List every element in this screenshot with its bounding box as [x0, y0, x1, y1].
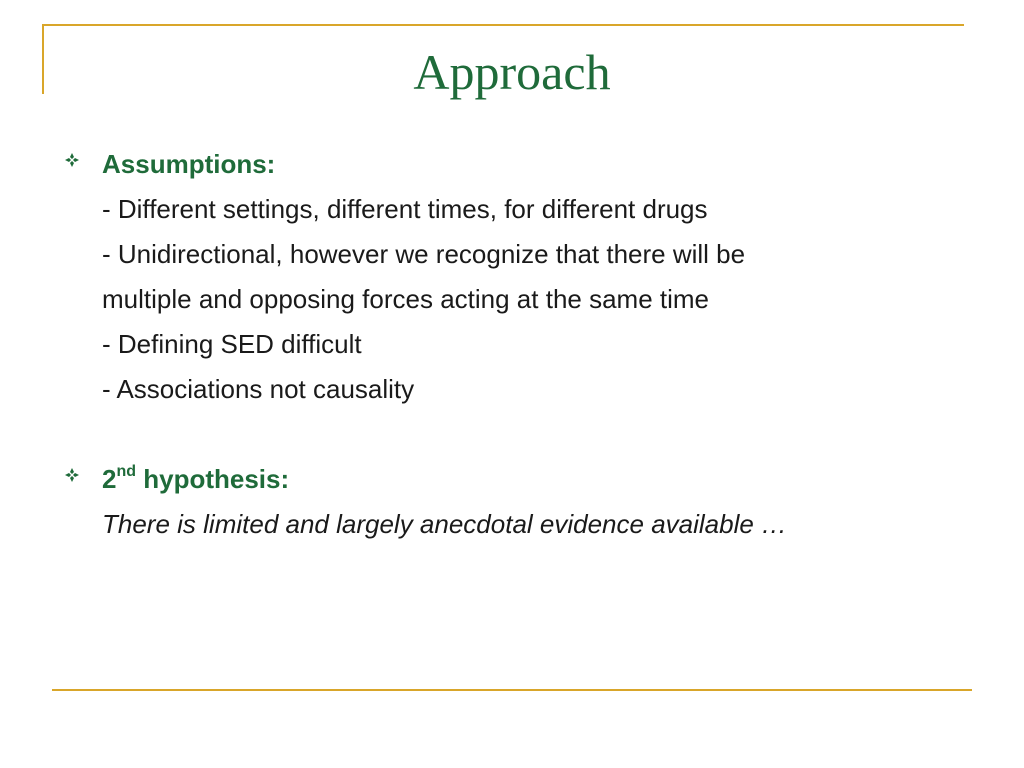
- top-border-line: [42, 24, 964, 26]
- heading-ordinal-suffix: nd: [116, 463, 137, 480]
- bullet-line: - Different settings, different times, for different drugs: [102, 194, 708, 224]
- four-diamond-bullet-icon: [64, 152, 80, 168]
- bullet-line: There is limited and largely anecdotal evidence available …: [102, 509, 788, 539]
- heading-text: hypothesis:: [136, 464, 290, 494]
- section-heading: Assumptions:: [102, 149, 276, 179]
- slide-title: Approach: [413, 44, 611, 100]
- four-diamond-bullet-icon: [64, 467, 80, 483]
- bullet-assumptions: [64, 142, 964, 412]
- spacer: [64, 412, 964, 457]
- bullet-line: multiple and opposing forces acting at the same time: [102, 284, 710, 314]
- bottom-border-line: [52, 689, 972, 691]
- bullet-line: - Associations not causality: [102, 374, 415, 404]
- slide-content: [64, 142, 964, 547]
- bullet-line: - Unidirectional, however we recognize that there will be: [102, 239, 746, 269]
- bullet-line: - Defining SED difficult: [102, 329, 362, 359]
- heading-number: 2: [102, 464, 117, 494]
- section-heading: [102, 457, 964, 502]
- bullet-hypothesis: [64, 457, 964, 547]
